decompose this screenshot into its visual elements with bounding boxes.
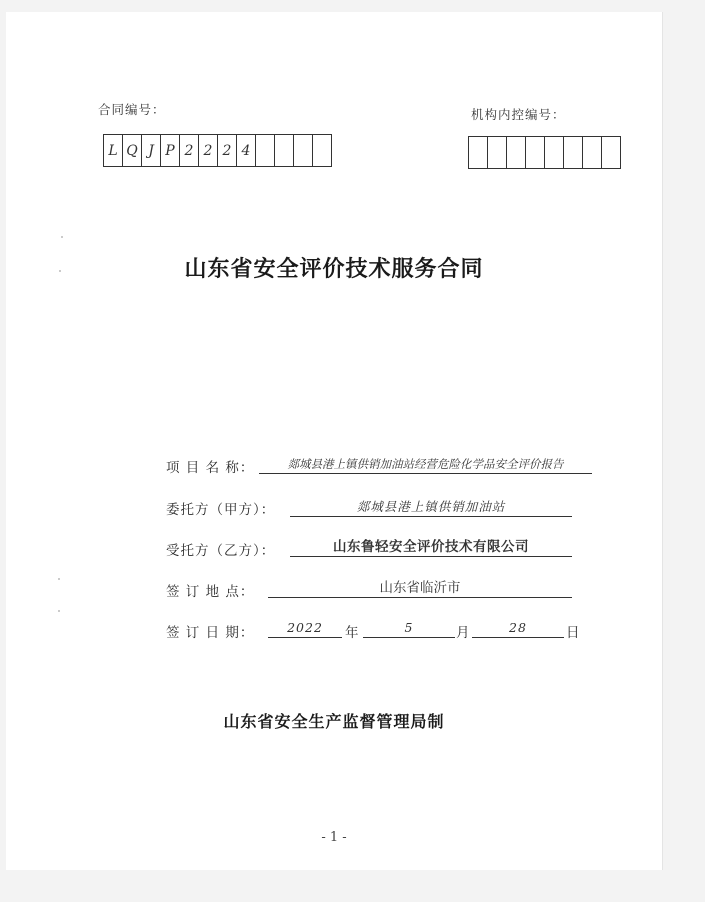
page-number: - 1 -	[321, 830, 347, 845]
date-month-unit: 月	[456, 625, 470, 641]
document-page	[6, 12, 663, 870]
contract-number-label: 合同编号：	[98, 102, 166, 117]
scan-speck	[59, 270, 61, 272]
date-year-unit: 年	[345, 625, 359, 641]
internal-number-cell	[602, 136, 621, 169]
date-month: 5	[363, 619, 455, 638]
contract-number-cell: 4	[237, 134, 256, 167]
project-name-row	[166, 456, 254, 476]
contractor-value: 山东鲁轻安全评价技术有限公司	[290, 538, 572, 557]
date-year: 2022	[268, 619, 342, 638]
contract-number-cell: 2	[218, 134, 237, 167]
scan-speck	[58, 578, 60, 580]
contract-number-cell: P	[161, 134, 180, 167]
place-value: 山东省临沂市	[268, 579, 572, 598]
date-day-unit: 日	[566, 625, 580, 641]
contract-number-cell	[294, 134, 313, 167]
contract-number-cell: 2	[180, 134, 199, 167]
contractor-label: 受托方（乙方）：	[166, 543, 276, 559]
contract-number-cell: Q	[123, 134, 142, 167]
scan-speck	[58, 610, 60, 612]
internal-number-cell	[507, 136, 526, 169]
internal-number-cell	[545, 136, 564, 169]
contract-number-boxes	[103, 134, 332, 167]
date-row	[166, 621, 254, 641]
contract-number-cell: J	[142, 134, 161, 167]
contract-number-cell: L	[104, 134, 123, 167]
internal-number-cell	[469, 136, 488, 169]
contract-number-cell: 2	[199, 134, 218, 167]
internal-number-cell	[583, 136, 602, 169]
client-label: 委托方（甲方）：	[166, 502, 276, 518]
date-label: 签 订 日 期：	[166, 625, 255, 641]
internal-number-boxes	[468, 136, 621, 169]
contract-number-cell	[275, 134, 294, 167]
client-value: 郯城县港上镇供销加油站	[290, 498, 572, 517]
place-row	[166, 580, 254, 600]
contract-number-cell	[256, 134, 275, 167]
internal-number-cell	[526, 136, 545, 169]
issuing-authority: 山东省安全生产监督管理局制	[223, 712, 445, 731]
contract-number-cell	[313, 134, 332, 167]
date-day: 28	[472, 619, 564, 638]
place-label: 签 订 地 点：	[166, 584, 255, 600]
client-row	[166, 498, 275, 518]
internal-number-cell	[488, 136, 507, 169]
project-name-label: 项 目 名 称：	[166, 460, 255, 476]
internal-number-cell	[564, 136, 583, 169]
internal-number-label: 机构内控编号：	[471, 107, 566, 122]
project-name-value: 郯城县港上镇供销加油站经营危险化学品安全评价报告	[259, 455, 592, 474]
scan-speck	[61, 236, 63, 238]
document-title: 山东省安全评价技术服务合同	[184, 257, 484, 282]
contractor-row	[166, 539, 275, 559]
